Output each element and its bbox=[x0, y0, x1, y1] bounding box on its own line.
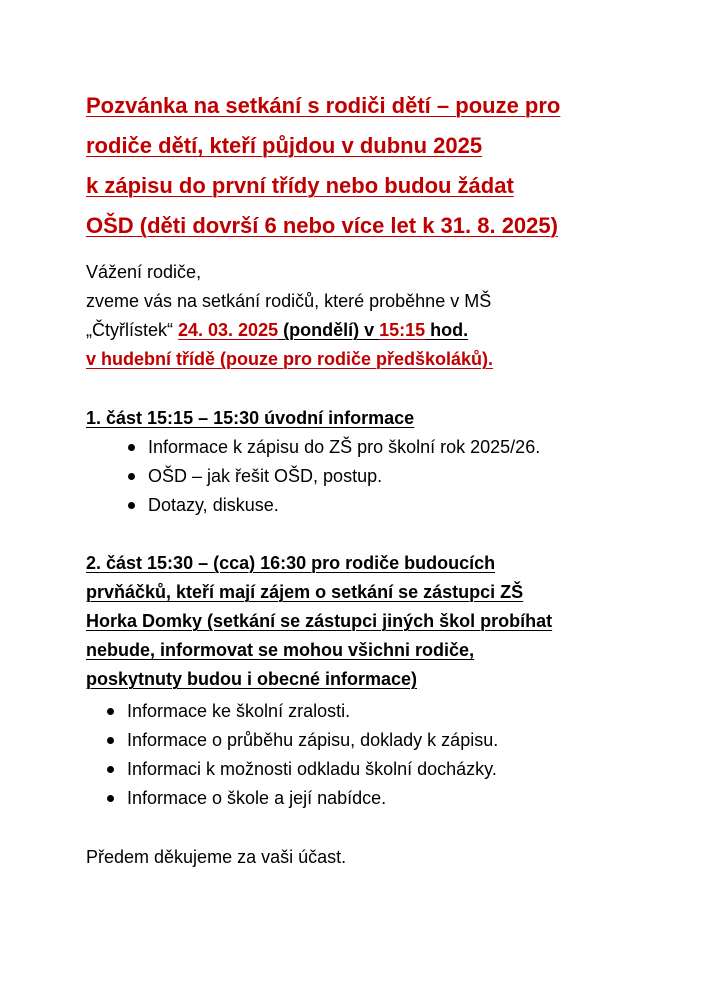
list-item-text: Informace k zápisu do ZŠ pro školní rok 2025/26. bbox=[148, 437, 541, 457]
title-line: rodiče dětí, kteří půjdou v dubnu 2025 bbox=[86, 133, 483, 158]
bullet-icon bbox=[107, 766, 114, 773]
bullet-icon bbox=[128, 473, 135, 480]
closing-thanks: Předem děkujeme za vaši účast. bbox=[86, 847, 347, 867]
list-item-text: Informace o škole a její nabídce. bbox=[127, 788, 387, 808]
invitation-line: zveme vás na setkání rodičů, které proběhne v MŠ bbox=[86, 291, 492, 311]
list-item-text: Informace o průběhu zápisu, doklady k zápisu. bbox=[127, 730, 499, 750]
part2-list bbox=[127, 697, 498, 813]
list-item-text: Informace ke školní zralosti. bbox=[127, 701, 351, 721]
bullet-icon bbox=[107, 708, 114, 715]
meeting-location: v hudební třídě (pouze pro rodiče předškoláků). bbox=[86, 349, 494, 369]
list-item bbox=[127, 755, 498, 784]
invitation-title bbox=[86, 86, 686, 246]
part2-heading-line: 2. část 15:30 – (cca) 16:30 pro rodiče budoucích bbox=[86, 553, 496, 573]
title-line: Pozvánka na setkání s rodiči dětí – pouze pro bbox=[86, 93, 561, 118]
list-item bbox=[127, 726, 498, 755]
list-item-text: Dotazy, diskuse. bbox=[148, 495, 279, 515]
bullet-icon bbox=[128, 444, 135, 451]
part2-heading-line: poskytnuty budou i obecné informace) bbox=[86, 669, 418, 689]
part2-heading-line: prvňáčků, kteří mají zájem o setkání se zástupci ZŠ bbox=[86, 582, 524, 602]
bullet-icon bbox=[128, 502, 135, 509]
venue-name: „Čtyřlístek“ bbox=[86, 320, 178, 340]
part1-list bbox=[148, 433, 540, 520]
part1-heading-text: 1. část 15:15 – 15:30 úvodní informace bbox=[86, 408, 415, 428]
meeting-time-unit: hod. bbox=[425, 320, 469, 340]
list-item bbox=[127, 697, 498, 726]
list-item bbox=[127, 784, 498, 813]
list-item bbox=[148, 491, 540, 520]
part1-heading bbox=[86, 404, 676, 433]
invitation-paragraph bbox=[86, 287, 676, 374]
greeting: Vážení rodiče, bbox=[86, 262, 202, 282]
list-item bbox=[148, 433, 540, 462]
list-item-text: OŠD – jak řešit OŠD, postup. bbox=[148, 466, 383, 486]
part2-heading bbox=[86, 549, 676, 694]
list-item bbox=[148, 462, 540, 491]
bullet-icon bbox=[107, 737, 114, 744]
meeting-date: 24. 03. 2025 bbox=[178, 320, 279, 340]
part2-heading-line: nebude, informovat se mohou všichni rodiče, bbox=[86, 640, 475, 660]
bullet-icon bbox=[107, 795, 114, 802]
list-item-text: Informaci k možnosti odkladu školní docházky. bbox=[127, 759, 497, 779]
meeting-time: 15:15 bbox=[379, 320, 426, 340]
part2-heading-line: Horka Domky (setkání se zástupci jiných škol probíhat bbox=[86, 611, 553, 631]
meeting-day: (pondělí) v bbox=[278, 320, 380, 340]
title-line: k zápisu do první třídy nebo budou žádat bbox=[86, 173, 514, 198]
title-line: OŠD (děti dovrší 6 nebo více let k 31. 8. 2025) bbox=[86, 213, 558, 238]
